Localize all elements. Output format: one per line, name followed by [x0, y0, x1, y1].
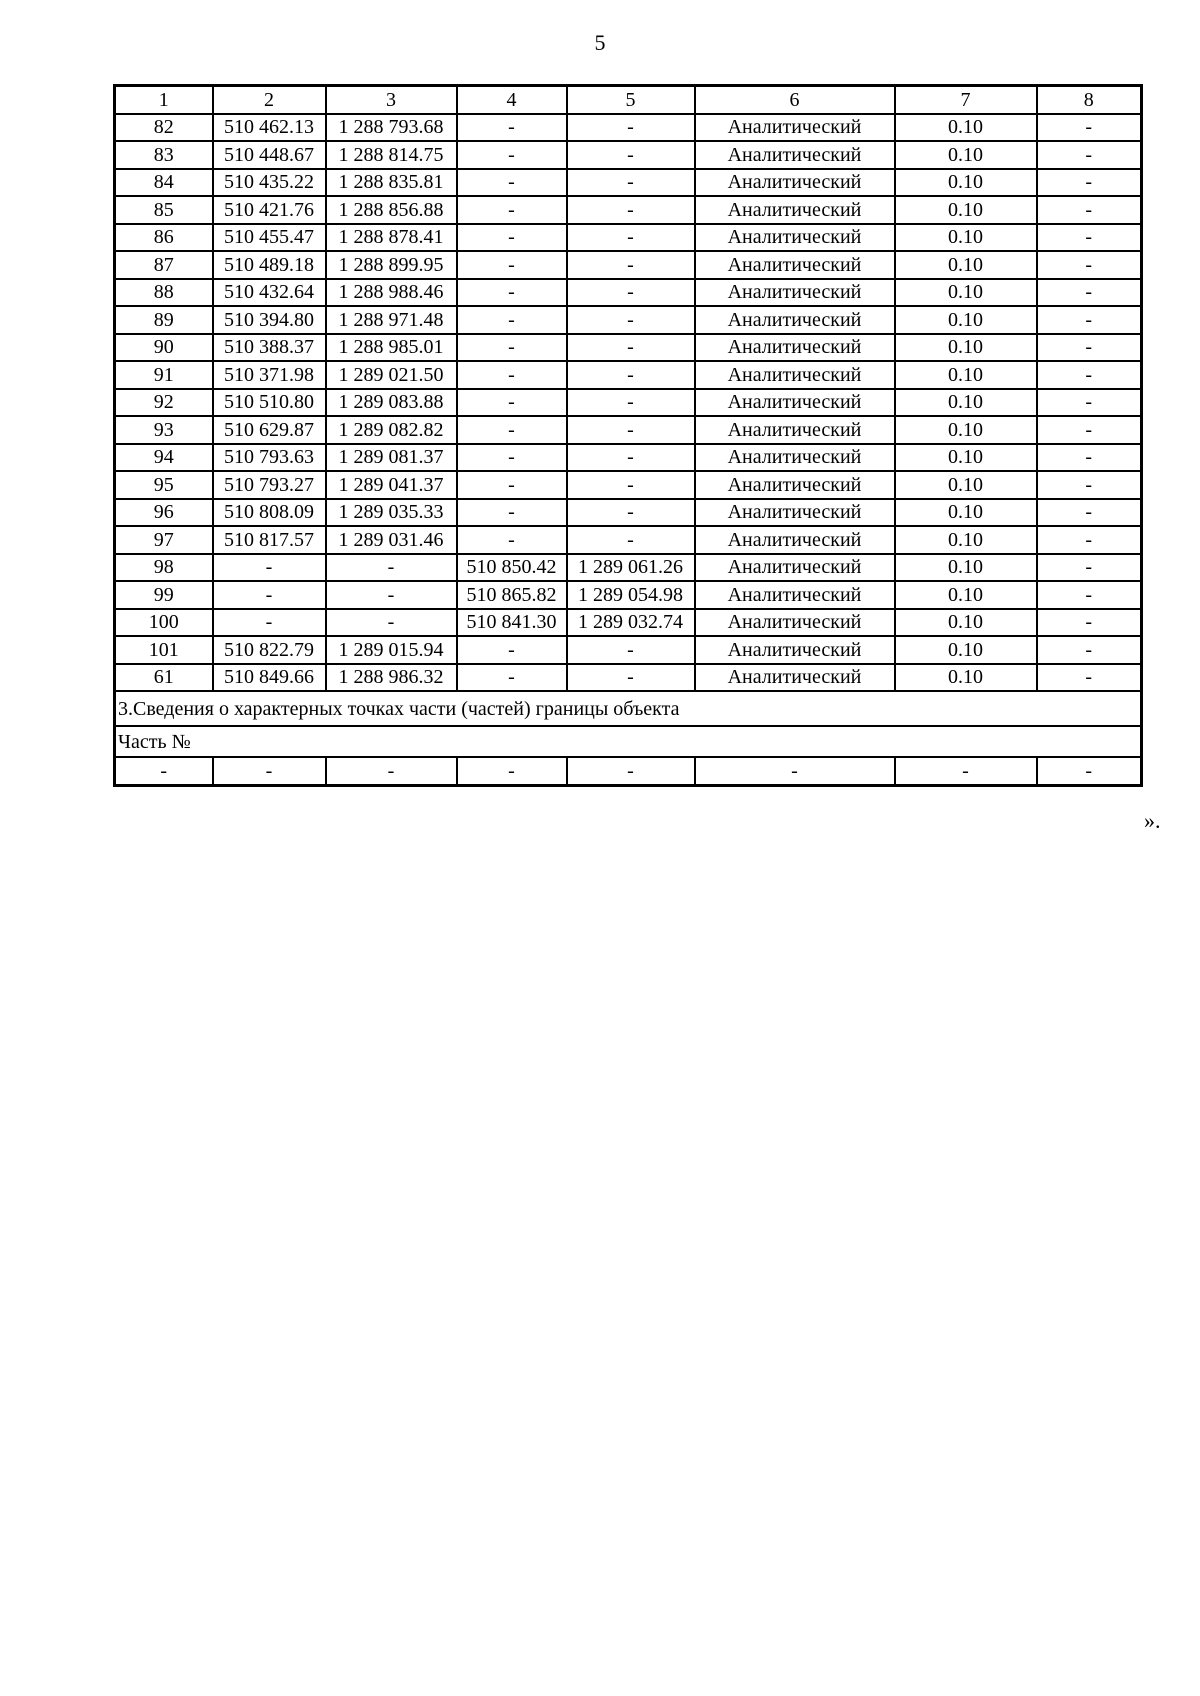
table-cell: Аналитический [695, 279, 895, 307]
table-cell: - [1037, 224, 1142, 252]
table-cell: 1 288 988.46 [326, 279, 457, 307]
table-cell: - [457, 361, 567, 389]
table-cell: 0.10 [895, 114, 1037, 142]
table-cell: - [1037, 141, 1142, 169]
table-cell: - [213, 554, 326, 582]
header-cell: 8 [1037, 86, 1142, 114]
table-cell: 1 289 032.74 [567, 609, 695, 637]
table-row [115, 306, 1142, 334]
table-cell: 82 [115, 114, 213, 142]
table-cell: - [326, 609, 457, 637]
table-cell: - [1037, 114, 1142, 142]
table-cell: - [567, 471, 695, 499]
table-row [115, 334, 1142, 362]
table-cell: - [457, 757, 567, 785]
table-cell: 90 [115, 334, 213, 362]
table-cell: 1 289 041.37 [326, 471, 457, 499]
table-cell: 0.10 [895, 554, 1037, 582]
table-row [115, 361, 1142, 389]
table-cell: Аналитический [695, 389, 895, 417]
table-cell: 510 808.09 [213, 499, 326, 527]
table-cell: 61 [115, 664, 213, 692]
table-cell: - [567, 664, 695, 692]
table-cell: 88 [115, 279, 213, 307]
table-cell: - [567, 141, 695, 169]
table-cell: 0.10 [895, 416, 1037, 444]
header-cell: 5 [567, 86, 695, 114]
table-cell: - [567, 416, 695, 444]
table-row [115, 636, 1142, 664]
table-row [115, 664, 1142, 692]
table-cell: - [1037, 306, 1142, 334]
table-row [115, 141, 1142, 169]
table-cell: - [567, 389, 695, 417]
table-cell: 0.10 [895, 361, 1037, 389]
table-cell: Аналитический [695, 664, 895, 692]
table-cell: - [457, 306, 567, 334]
table-cell: 1 289 081.37 [326, 444, 457, 472]
table-cell: Аналитический [695, 169, 895, 197]
table-cell: - [567, 196, 695, 224]
table-cell: 93 [115, 416, 213, 444]
table-row [115, 416, 1142, 444]
table-row [115, 224, 1142, 252]
table-cell: 0.10 [895, 169, 1037, 197]
table-cell: 1 289 061.26 [567, 554, 695, 582]
page-number: 5 [594, 30, 606, 55]
table-cell: - [567, 306, 695, 334]
table-cell: 510 793.27 [213, 471, 326, 499]
table-cell: 87 [115, 251, 213, 279]
table-cell: - [213, 609, 326, 637]
table-cell: Аналитический [695, 499, 895, 527]
table-row [115, 169, 1142, 197]
table-cell: - [457, 636, 567, 664]
table-cell: 0.10 [895, 581, 1037, 609]
table-cell: 510 510.80 [213, 389, 326, 417]
table-cell: - [1037, 389, 1142, 417]
table-cell: 96 [115, 499, 213, 527]
table-cell: 99 [115, 581, 213, 609]
table-cell: 1 289 015.94 [326, 636, 457, 664]
table-cell: 85 [115, 196, 213, 224]
table-row [115, 196, 1142, 224]
table-cell: 92 [115, 389, 213, 417]
table-cell: 0.10 [895, 279, 1037, 307]
table-cell: 510 388.37 [213, 334, 326, 362]
table-cell: - [567, 251, 695, 279]
table-cell: - [1037, 251, 1142, 279]
table-cell: Аналитический [695, 609, 895, 637]
table-cell: - [457, 526, 567, 554]
table-cell: 94 [115, 444, 213, 472]
table-cell: Аналитический [695, 334, 895, 362]
table-cell: 0.10 [895, 444, 1037, 472]
table-cell: 0.10 [895, 471, 1037, 499]
table-cell: 84 [115, 169, 213, 197]
table-cell: 0.10 [895, 251, 1037, 279]
table-cell: 1 288 878.41 [326, 224, 457, 252]
table-cell: 1 289 021.50 [326, 361, 457, 389]
table-cell: - [1037, 196, 1142, 224]
table-cell: 510 432.64 [213, 279, 326, 307]
table-cell: Аналитический [695, 554, 895, 582]
table-cell: - [326, 554, 457, 582]
table-cell: 86 [115, 224, 213, 252]
table-cell: - [1037, 757, 1142, 785]
table-row [115, 554, 1142, 582]
table-cell: - [567, 636, 695, 664]
table-cell: 1 289 031.46 [326, 526, 457, 554]
table-cell: 0.10 [895, 636, 1037, 664]
table-cell: - [457, 169, 567, 197]
table-cell: 510 394.80 [213, 306, 326, 334]
table-cell: - [457, 251, 567, 279]
table-cell: 0.10 [895, 306, 1037, 334]
table-row [115, 609, 1142, 637]
table-cell: 510 421.76 [213, 196, 326, 224]
table-cell: Аналитический [695, 636, 895, 664]
table-cell: - [567, 169, 695, 197]
table-cell: - [567, 526, 695, 554]
table-cell: - [457, 471, 567, 499]
table-cell: - [457, 141, 567, 169]
table-cell: - [457, 499, 567, 527]
table-cell: 510 462.13 [213, 114, 326, 142]
table-cell: 0.10 [895, 526, 1037, 554]
table-row [115, 251, 1142, 279]
table-cell: - [1037, 581, 1142, 609]
table-cell: Аналитический [695, 306, 895, 334]
table-cell: 101 [115, 636, 213, 664]
closing-quote-mark: ». [1144, 808, 1161, 833]
table-cell: 91 [115, 361, 213, 389]
table-cell: Аналитический [695, 526, 895, 554]
part-label: Часть № [115, 726, 1142, 757]
table-cell: 0.10 [895, 224, 1037, 252]
table-cell: 1 288 986.32 [326, 664, 457, 692]
table-cell: - [213, 757, 326, 785]
table-cell: 510 822.79 [213, 636, 326, 664]
table-cell: 510 489.18 [213, 251, 326, 279]
table-cell: Аналитический [695, 251, 895, 279]
table-cell: 510 448.67 [213, 141, 326, 169]
table-cell: 1 288 835.81 [326, 169, 457, 197]
table-cell: - [567, 224, 695, 252]
table-cell: 95 [115, 471, 213, 499]
table-row [115, 444, 1142, 472]
table-cell: - [457, 224, 567, 252]
table-body [115, 86, 1142, 786]
table-cell: - [567, 361, 695, 389]
table-cell: 0.10 [895, 196, 1037, 224]
table-cell: - [457, 279, 567, 307]
table-cell: - [1037, 471, 1142, 499]
table-cell: 510 371.98 [213, 361, 326, 389]
table-cell: 0.10 [895, 141, 1037, 169]
table-cell: - [567, 279, 695, 307]
table-cell: - [1037, 554, 1142, 582]
table-cell: - [326, 581, 457, 609]
table-cell: Аналитический [695, 471, 895, 499]
table-row [115, 389, 1142, 417]
table-cell: 510 849.66 [213, 664, 326, 692]
coordinates-table [113, 84, 1143, 787]
table-cell: - [457, 114, 567, 142]
table-cell: 510 435.22 [213, 169, 326, 197]
table-cell: 98 [115, 554, 213, 582]
table-cell: 100 [115, 609, 213, 637]
table-cell: 510 850.42 [457, 554, 567, 582]
table-cell: - [1037, 361, 1142, 389]
empty-row [115, 757, 1142, 785]
header-cell: 7 [895, 86, 1037, 114]
header-cell: 4 [457, 86, 567, 114]
table-cell: - [1037, 526, 1142, 554]
table-cell: - [567, 444, 695, 472]
table-cell: 0.10 [895, 664, 1037, 692]
table-cell: - [1037, 416, 1142, 444]
table-cell: Аналитический [695, 444, 895, 472]
table-cell: 1 289 082.82 [326, 416, 457, 444]
table-cell: 1 288 899.95 [326, 251, 457, 279]
table-cell: - [567, 757, 695, 785]
table-cell: Аналитический [695, 581, 895, 609]
table-cell: 1 288 856.88 [326, 196, 457, 224]
table-cell: - [457, 444, 567, 472]
table-cell: - [457, 416, 567, 444]
table-cell: 1 288 985.01 [326, 334, 457, 362]
table-cell: - [457, 389, 567, 417]
table-cell: - [1037, 169, 1142, 197]
table-cell: - [1037, 499, 1142, 527]
table-cell: - [1037, 636, 1142, 664]
table-row [115, 114, 1142, 142]
table-cell: - [326, 757, 457, 785]
table-cell: - [567, 334, 695, 362]
table-cell: 510 455.47 [213, 224, 326, 252]
table-cell: - [1037, 334, 1142, 362]
header-cell: 2 [213, 86, 326, 114]
table-row [115, 499, 1142, 527]
table-cell: - [567, 499, 695, 527]
table-cell: 1 288 793.68 [326, 114, 457, 142]
table-row [115, 471, 1142, 499]
table-row [115, 581, 1142, 609]
table-cell: 89 [115, 306, 213, 334]
table-cell: 510 817.57 [213, 526, 326, 554]
table-cell: - [1037, 279, 1142, 307]
table-cell: 0.10 [895, 389, 1037, 417]
table-cell: Аналитический [695, 361, 895, 389]
table-cell: Аналитический [695, 224, 895, 252]
table-cell: Аналитический [695, 196, 895, 224]
table-cell: 1 289 035.33 [326, 499, 457, 527]
header-row [115, 86, 1142, 114]
table-cell: - [567, 114, 695, 142]
table-cell: 97 [115, 526, 213, 554]
table-cell: - [457, 664, 567, 692]
table-cell: 1 288 971.48 [326, 306, 457, 334]
table-cell: Аналитический [695, 416, 895, 444]
table-row [115, 526, 1142, 554]
section-title: 3.Сведения о характерных точках части (частей) границы объекта [115, 691, 1142, 726]
table-cell: 0.10 [895, 499, 1037, 527]
table-cell: - [895, 757, 1037, 785]
section-title-row [115, 691, 1142, 726]
table-cell: Аналитический [695, 114, 895, 142]
table-cell: Аналитический [695, 141, 895, 169]
table-cell: 1 288 814.75 [326, 141, 457, 169]
part-row [115, 726, 1142, 757]
table-cell: - [115, 757, 213, 785]
table-cell: 510 841.30 [457, 609, 567, 637]
table-cell: 510 793.63 [213, 444, 326, 472]
table-cell: - [457, 334, 567, 362]
table-cell: 0.10 [895, 334, 1037, 362]
table-cell: 1 289 083.88 [326, 389, 457, 417]
table-cell: - [695, 757, 895, 785]
header-cell: 3 [326, 86, 457, 114]
table-cell: 510 629.87 [213, 416, 326, 444]
table-cell: - [213, 581, 326, 609]
table-row [115, 279, 1142, 307]
table-cell: 83 [115, 141, 213, 169]
table-cell: - [1037, 609, 1142, 637]
table-cell: 510 865.82 [457, 581, 567, 609]
table-cell: - [1037, 444, 1142, 472]
table-cell: - [457, 196, 567, 224]
header-cell: 6 [695, 86, 895, 114]
table-cell: 1 289 054.98 [567, 581, 695, 609]
header-cell: 1 [115, 86, 213, 114]
coordinates-table-wrapper [113, 84, 1143, 787]
table-cell: - [1037, 664, 1142, 692]
table-cell: 0.10 [895, 609, 1037, 637]
